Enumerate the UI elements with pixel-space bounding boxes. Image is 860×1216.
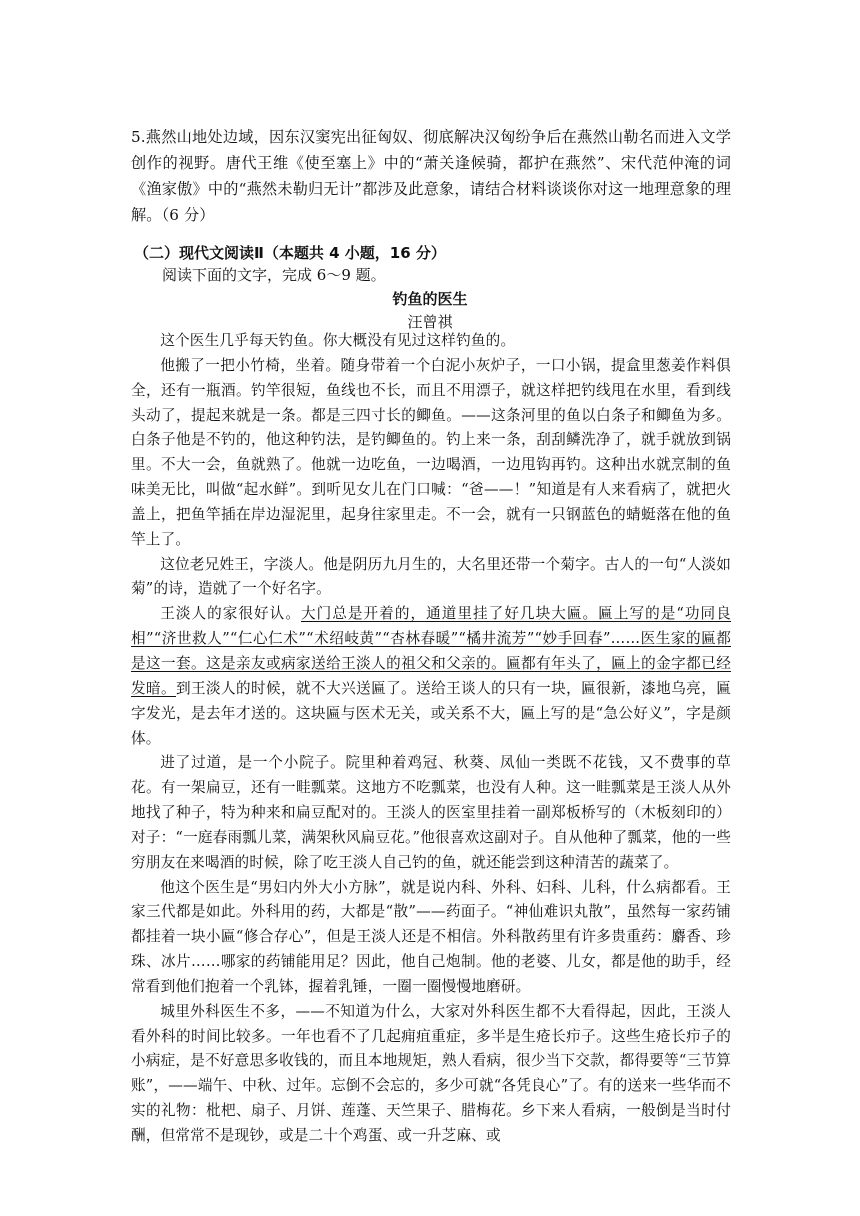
paragraph-7: 城里外科医生不多，——不知道为什么，大家对外科医生都不大看得起，因此，王淡人看外科的时间比较多。一年也看不了几起痈疽重症，多半是生疮长疖子。这些生疮长疖子的小病症，是不好意思多收钱的，而且本地规矩，熟人看病，很少当下交款，都得要等“三节算账”，——端午、中秋、过年。忘倒不会忘的，多少可就“各凭良心”了。有的送来一些华而不实的礼物：枇杷、扇子、月饼、莲蓬、天竺果子、腊梅花。乡下来人看病，一般倒是当时付酬，但常常不是现钞，或是二十个鸡蛋、或一升芝麻、或 — [131, 1002, 731, 1144]
section-heading: （二）现代文阅读Ⅱ（本题共 4 小题，16 分） — [134, 244, 446, 262]
paragraph-4-lead: 王淡人的家很好认。 — [160, 605, 301, 623]
paragraph-3: 这位老兄姓王，字淡人。他是阴历九月生的，大名里还带一个菊字。古人的一句“人淡如菊”的诗，造就了一个好名字。 — [131, 555, 731, 598]
article-body — [131, 329, 731, 1149]
paragraph-2: 他搬了一把小竹椅，坐着。随身带着一个白泥小灰炉子，一口小锅，提盒里葱姜作料俱全，还有一瓶酒。钓竿很短，鱼线也不长，而且不用漂子，就这样把钓线甩在水里，看到线头动了，提起来就是一条。都是三四寸长的鲫鱼。——这条河里的鱼以白条子和鲫鱼为多。白条子他是不钓的，他这种钓法，是钓鲫鱼的。钓上来一条，刮刮鳞洗净了，就手就放到锅里。不大一会，鱼就熟了。他就一边吃鱼，一边喝酒，一边甩钩再钓。这种出水就烹制的鱼味美无比，叫做“起水鲜”。到听见女儿在门口喊：“爸——！”知道是有人来看病了，就把火盖上，把鱼竿插在岸边湿泥里，起身往家里走。不一会，就有一只钢蓝色的蜻蜓落在他的鱼竿上了。 — [131, 356, 731, 548]
section-instruction: 阅读下面的文字，完成 6～9 题。 — [162, 266, 386, 284]
question-5: 5.燕然山地处边域，因东汉窦宪出征匈奴、彻底解决汉匈纷争后在燕然山勒名而进入文学创作的视野。唐代王维《使至塞上》中的“萧关逢候骑，都护在燕然”、宋代范仲淹的词《渔家傲》中的“燕然未勒归无计”都涉及此意象，请结合材料谈谈你对这一地理意象的理解。（6 分） — [131, 128, 731, 224]
article-title: 钓鱼的医生 — [392, 290, 468, 308]
paragraph-6: 他这个医生是“男妇内外大小方脉”，就是说内科、外科、妇科、儿科，什么病都看。王家三代都是如此。外科用的药，大都是“散”——药面子。“神仙难识丸散”，虽然每一家药铺都挂着一块小匾“修合存心”，但是王淡人还是不相信。外科散药里有许多贵重药：麝香、珍珠、冰片……哪家的药铺能用足？因此，他自己炮制。他的老婆、儿女，都是他的助手，经常看到他们抱着一个乳钵，握着乳锤，一圈一圈慢慢地磨研。 — [131, 878, 731, 995]
paragraph-1: 这个医生几乎每天钓鱼。你大概没有见过这样钓鱼的。 — [160, 332, 516, 349]
underlined-passage: 大门总是开着的，通道里挂了好几块大匾。匾上写的是“功同良相”“济世救人”“仁心仁术”“术绍岐黄”“杏林春暖”“橘井流芳”“妙手回春”……医生家的匾都是这一套。这是亲友或病家送给王淡人的祖父和父亲的。匾都有年头了，匾上的金字都已经发暗。 — [131, 605, 731, 697]
paragraph-5: 进了过道，是一个小院子。院里种着鸡冠、秋葵、凤仙一类既不花钱，又不费事的草花。有一架扁豆，还有一畦瓢菜。这地方不吃瓢菜，也没有人种。这一畦瓢菜是王淡人从外地找了种子，特为种来和扁豆配对的。王淡人的医室里挂着一副郑板桥写的（木板刻印的）对子：“一庭春雨瓢儿菜，满架秋风扁豆花。”他很喜欢这副对子。自从他种了瓢菜，他的一些穷朋友在来喝酒的时候，除了吃王淡人自己钓的鱼，就还能尝到这种清苦的蔬菜了。 — [131, 754, 731, 871]
paragraph-4-rest: 到王淡人的时候，就不大兴送匾了。送给王谈人的只有一块，匾很新，漆地乌亮，匾字发光，是去年才送的。这块匾与医术无关，或关系不大，匾上写的是“急公好义”，字是颜体。 — [131, 679, 731, 747]
article-author: 汪曾祺 — [407, 313, 453, 331]
paragraph-4 — [131, 602, 731, 751]
